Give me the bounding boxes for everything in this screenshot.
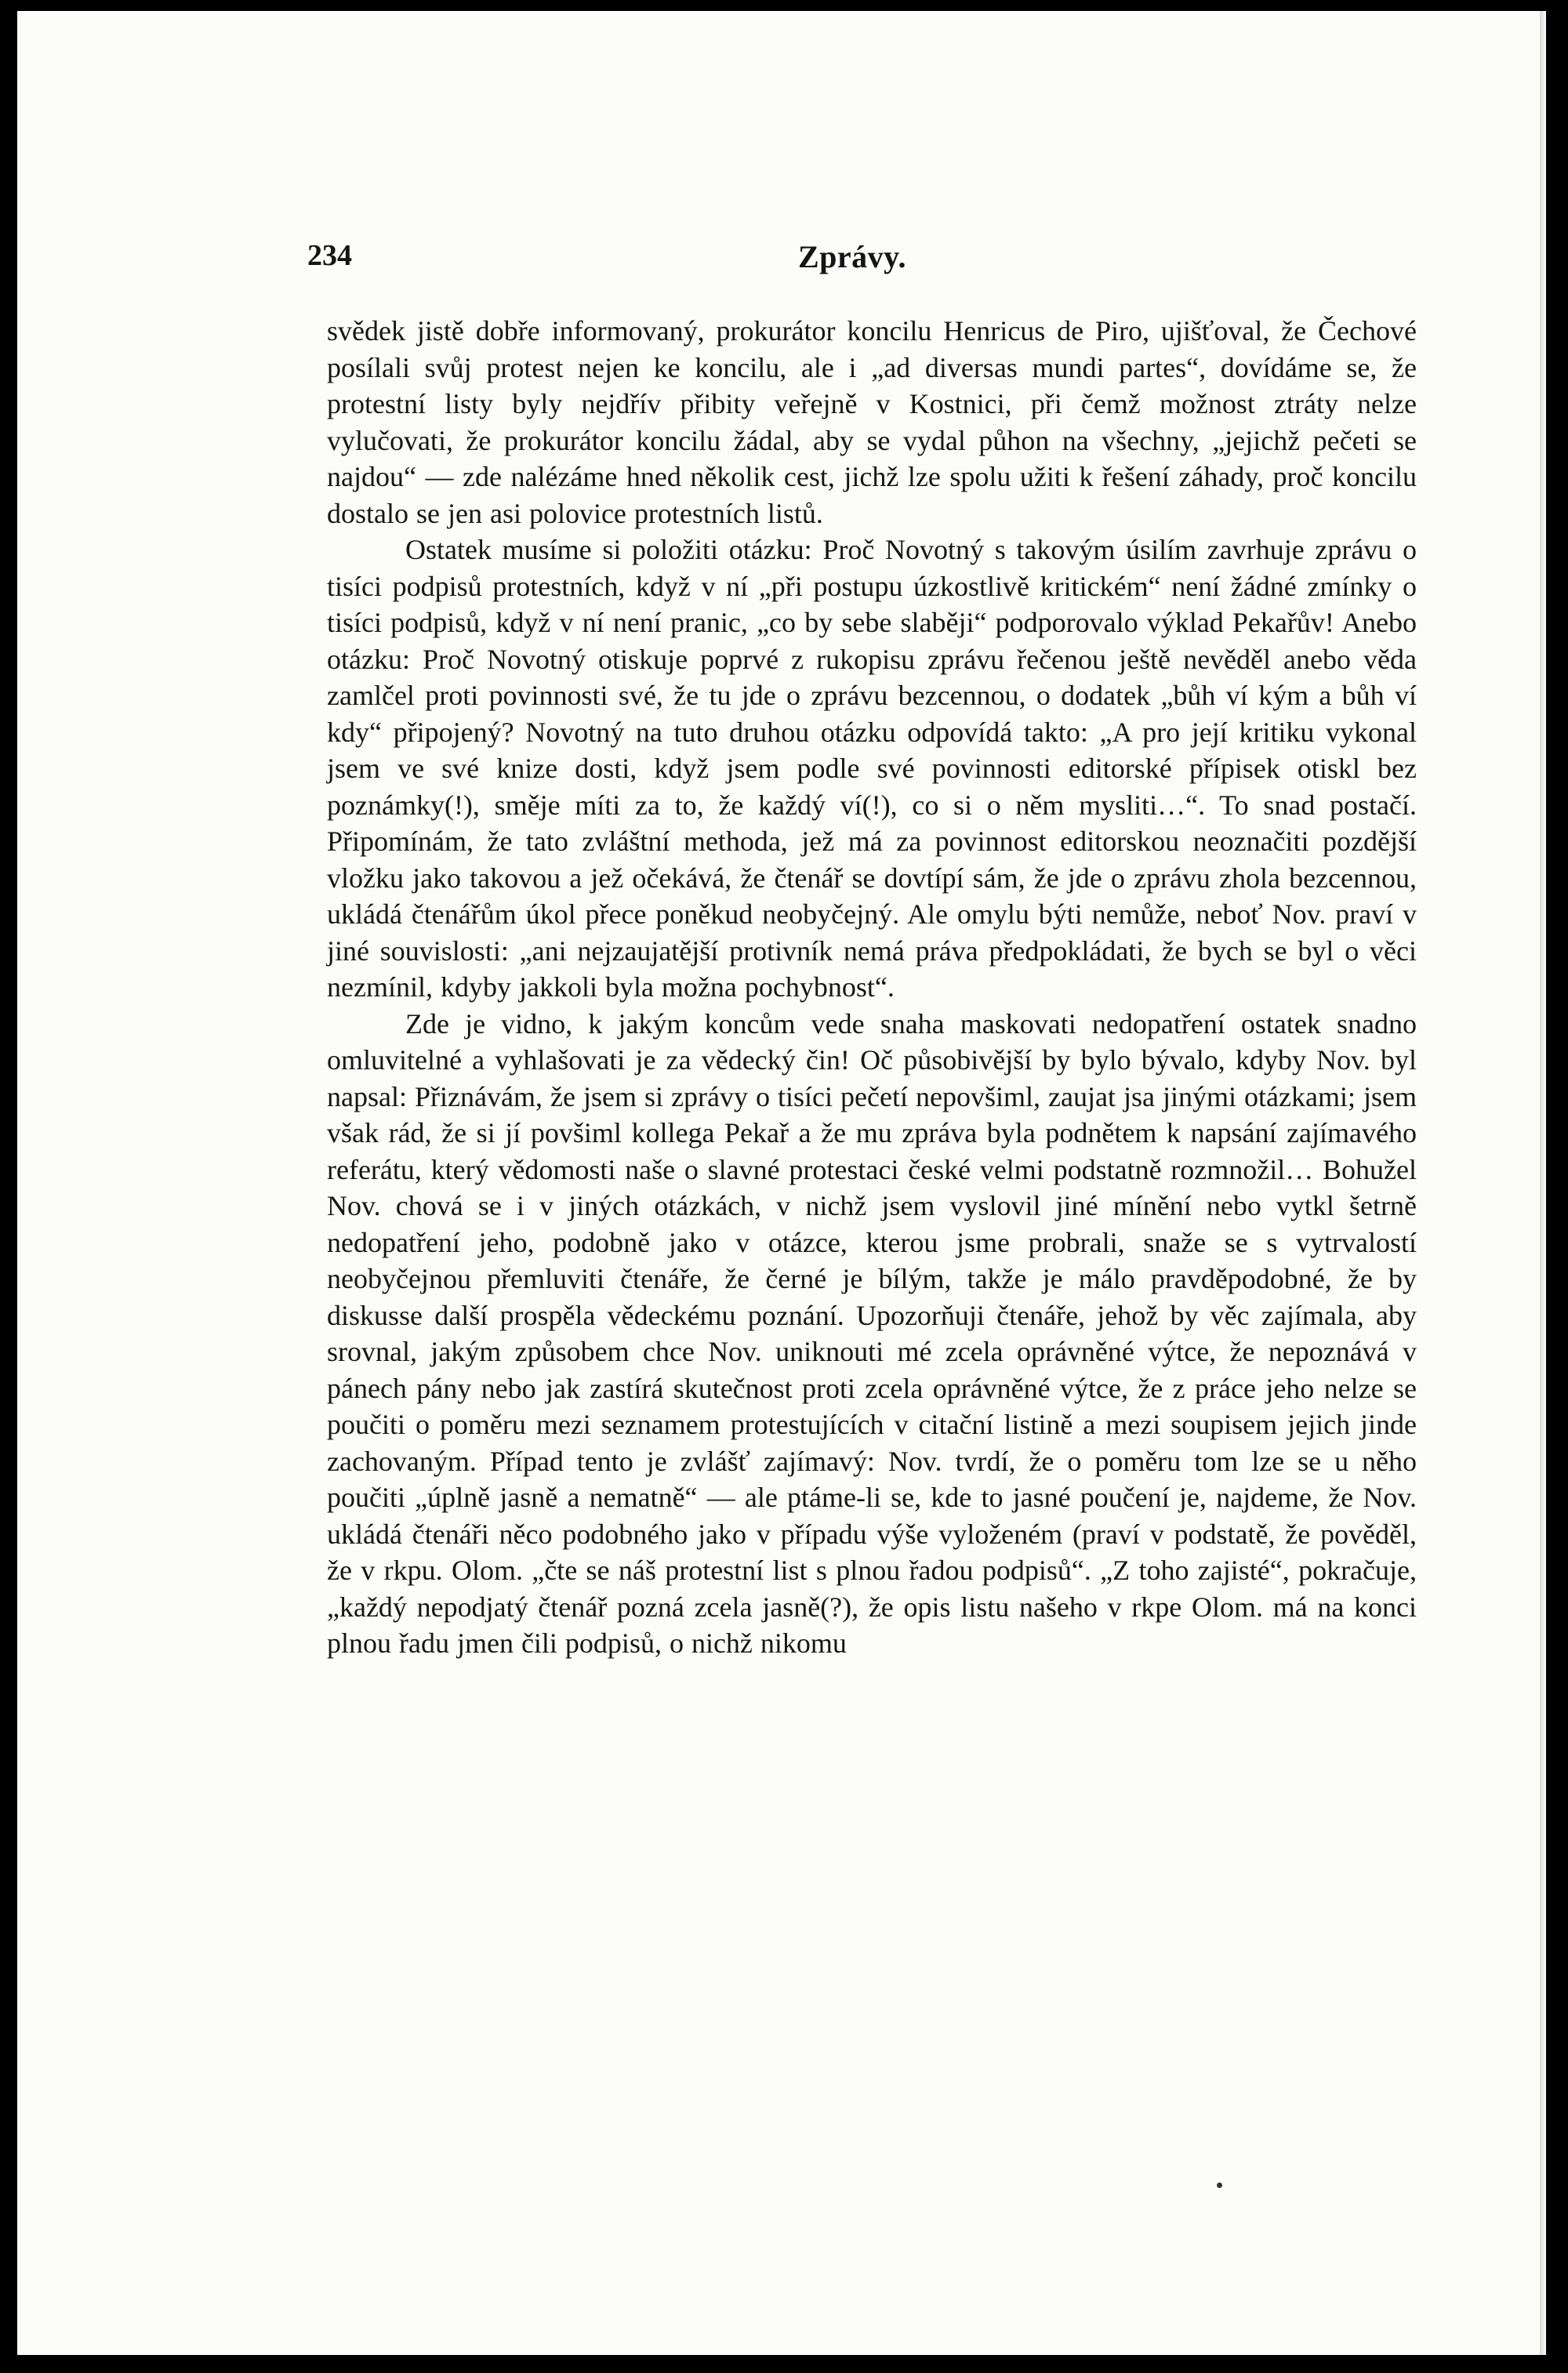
paragraph: Zde je vidno, k jakým koncům vede snaha maskovati nedopatření ostatek snadno omluvitelné a vyhlašovati je za vědecký čin! Oč působivější by bylo bývalo, kdyby Nov. byl napsal: Přiznávám, že jsem si zprávy o tisíci pečetí nepovšiml, zaujat jsa jinými otázkami; jsem však rád, že si jí povšiml kollega Pekař a že mu zpráva byla podnětem k napsání zajímavého referátu, který vědomosti naše o slavné protestaci české velmi podstatně rozmnožil… Bohužel Nov. chová se i v jiných otázkách, v nichž jsem vyslovil jiné mínění nebo vytkl šetrně nedopatření jeho, podobně jako v otázce, kterou jsme probrali, snaže se s vytrvalostí neobyčejnou přemluviti čtenáře, že černé je bílým, takže je málo pravděpodobné, že by diskusse další prospěla vědeckému poznání. Upozorňuji čtenáře, jehož by věc zajímala, aby srovnal, jakým způsobem chce Nov. uniknouti mé zcela oprávněné výtce, že nepoznává v pánech pány nebo jak zastírá skutečnost proti zcela oprávněné výtce, že z práce jeho nelze se poučiti o poměru mezi seznamem protestujících v citační listině a mezi soupisem jejich jinde zachovaným. Případ tento je zvlášť zajímavý: Nov. tvrdí, že o poměru tom lze se u něho poučiti „úplně jasně a nematně“ — ale ptáme-li se, kde to jasné poučení je, najdeme, že Nov. ukládá čtenáři něco podobného jako v případu výše vyloženém (praví v podstatě, že pověděl, že v rkpu. Olom. „čte se náš protestní list s plnou řadou podpisů“. „Z toho zajisté“, pokračuje, „každý nepodjatý čtenář pozná zcela jasně(?), že opis listu našeho v rkpe Olom. má na konci plnou řadu jmen čili podpisů, o nichž nikomu [327, 1007, 1417, 1659]
page-header [307, 238, 1397, 285]
paragraph: svědek jistě dobře informovaný, prokurátor koncilu Henricus de Piro, ujišťoval, že Čechové posílali svůj protest nejen ke koncilu, ale i „ad diversas mundi partes“, dovídáme se, že protestní listy byly nejdřív přibity veřejně v Kostnici, při čemž možnost ztráty nelze vylučovati, že prokurátor koncilu žádal, aby se vydal půhon na všechny, „jejichž pečeti se najdou“ — zde nalézáme hned několik cest, jichž lze spolu užiti k řešení záhady, proč koncilu dostalo se jen asi polovice protestních listů. [327, 315, 1417, 529]
body-text [327, 313, 1417, 1662]
page-number: 234 [307, 239, 352, 272]
running-head: Zprávy. [798, 239, 906, 274]
scan-speck [1217, 2183, 1222, 2188]
paragraph: Ostatek musíme si položiti otázku: Proč Novotný s takovým úsilím zavrhuje zprávu o tisíci podpisů protestních, když v ní „při postupu úzkostlivě kritickém“ není žádné zmínky o tisíci podpisů, když v ní není pranic, „co by sebe slaběji“ podporovalo výklad Pekařův! Anebo otázku: Proč Novotný otiskuje poprvé z rukopisu zprávu řečenou ještě nevěděl anebo věda zamlčel proti povinnosti své, že tu jde o zprávu bezcennou, o dodatek „bůh ví kým a bůh ví kdy“ připojený? Novotný na tuto druhou otázku odpovídá takto: „A pro její kritiku vykonal jsem ve své knize dosti, když jsem podle své povinnosti editorské přípisek otiskl bez poznámky(!), směje míti za to, že každý ví(!), co si o něm mysliti…“. To snad postačí. Připomínám, že tato zvláštní methoda, jež má za povinnost editorskou neoznačiti pozdější vložku jako takovou a jež očekává, že čtenář se dovtípí sám, že jde o zprávu zhola bezcennou, ukládá čtenářům úkol přece poněkud neobyčejný. Ale omylu býti nemůže, neboť Nov. praví v jiné souvislosti: „ani nejzaujatější protivník nemá práva předpokládati, že bych se byl o věci nezmínil, kdyby jakkoli byla možna pochybnost“. [327, 534, 1417, 1003]
book-page [17, 11, 1546, 2355]
page-edge-shadow [1540, 11, 1546, 2355]
